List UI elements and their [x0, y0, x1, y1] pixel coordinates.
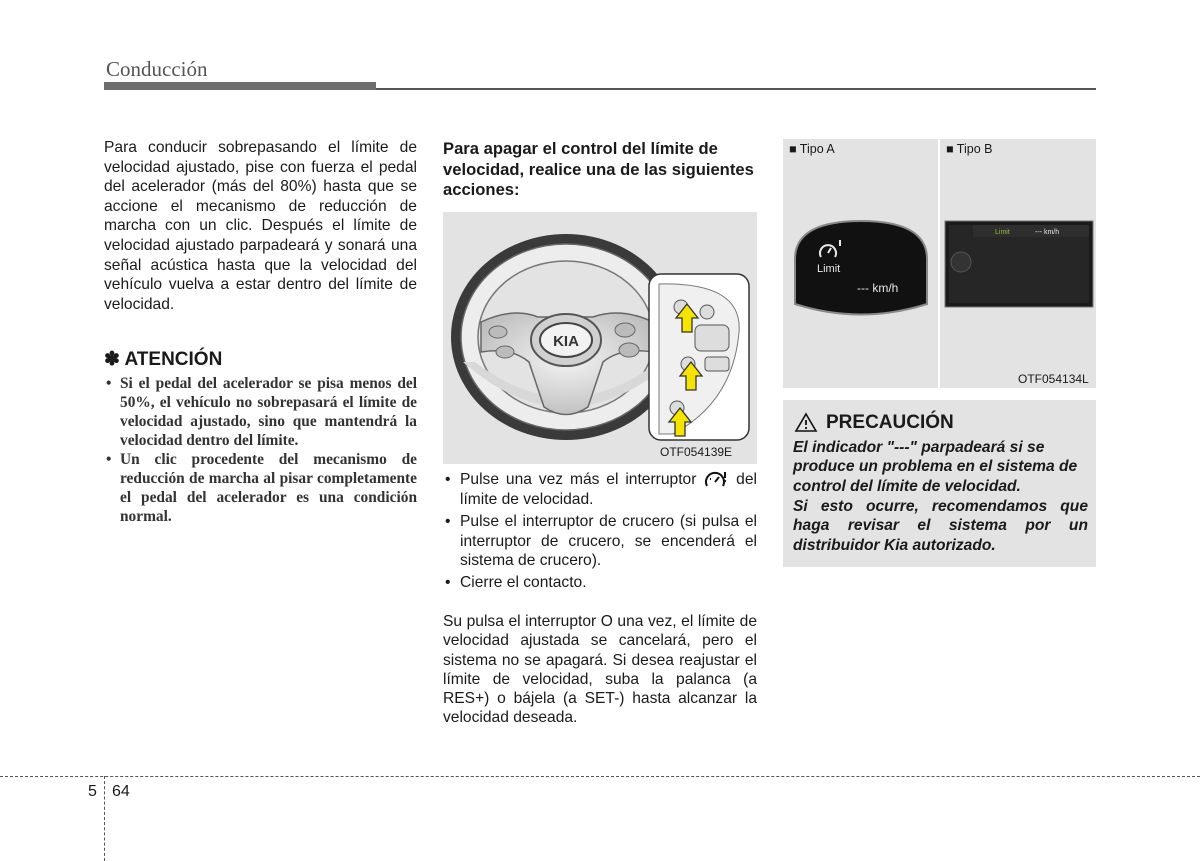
caution-text: Si esto ocurre, recomendamos que haga revisar el sistema por un distribuidor Kia autorizado.	[793, 498, 1088, 554]
steering-wheel-figure	[443, 212, 757, 464]
caution-heading: PRECAUCIÓN	[826, 412, 954, 433]
figure-divider	[938, 139, 940, 388]
attention-item: • Si el pedal del acelerador se pisa menos del 50%, el vehículo no sobrepasará el límite de velocidad ajustado, sino que mantendrá la velocidad dentro del límite.	[104, 374, 417, 450]
tipo-a-speed-readout: --- km/h	[857, 281, 899, 295]
chapter-number: 5	[88, 783, 97, 800]
figure-code: OTF054139E	[660, 445, 733, 459]
procedure-list	[443, 470, 757, 595]
tipo-a-label: ■ Tipo A	[789, 142, 835, 156]
page-number: 64	[112, 783, 130, 800]
footer-rule	[0, 776, 1200, 777]
figure-code: OTF054134L	[1018, 372, 1089, 386]
tipo-b-label: ■ Tipo B	[946, 142, 993, 156]
attention-heading: ✽ ATENCIÓN	[104, 349, 223, 370]
section-title: Conducción	[106, 57, 208, 81]
attention-item: • Un clic procedente del mecanismo de reducción de marcha al pisar completamente el pedal del acelerador es una condición normal.	[104, 450, 417, 526]
footer-divider	[104, 776, 105, 861]
caution-text: El indicador "---" parpadeará si se produce un problema en el sistema de control del límite de velocidad.	[793, 439, 1078, 495]
kia-logo: KIA	[553, 333, 579, 350]
speed-limiter-icon	[703, 470, 729, 490]
procedure-item: • Cierre el contacto.	[443, 573, 757, 592]
tipo-b-limit-label: Limit	[995, 229, 1010, 236]
attention-list	[104, 374, 417, 526]
procedure-item: • Pulse una vez más el interruptor del límite de velocidad.	[443, 470, 757, 509]
tipo-a-limit-label: Limit	[817, 263, 841, 275]
procedure-item: • Pulse el interruptor de crucero (si pulsa el interruptor de crucero, se encenderá el sistema de crucero).	[443, 512, 757, 570]
cancel-paragraph: Su pulsa el interruptor O una vez, el límite de velocidad ajustada se cancelará, pero el sistema no se apagará. Si desea reajustar el límite de velocidad, suba la palanca (a RES+) o bájela (a SET-) hasta alcanzar la velocidad deseada.	[443, 613, 757, 727]
tipo-b-speed-readout: --- km/h	[1035, 229, 1060, 236]
warning-triangle-icon	[794, 412, 818, 433]
steering-wheel-illustration	[443, 212, 757, 464]
intro-paragraph: Para conducir sobrepasando el límite de velocidad ajustado, pise con fuerza el pedal del acelerador (más del 80%) hasta que se accione el mecanismo de reducción de marcha con un clic. Después el límite de velocidad ajustado parpadeará y sonará una señal acústica hasta que la velocidad del vehículo vuelva a estar dentro del límite de velocidad.	[104, 139, 417, 313]
header-rule-thin	[376, 88, 1096, 90]
header-rule-thick	[104, 82, 376, 90]
procedure-heading: Para apagar el control del límite de velocidad, realice una de las siguientes acciones:	[443, 139, 754, 199]
